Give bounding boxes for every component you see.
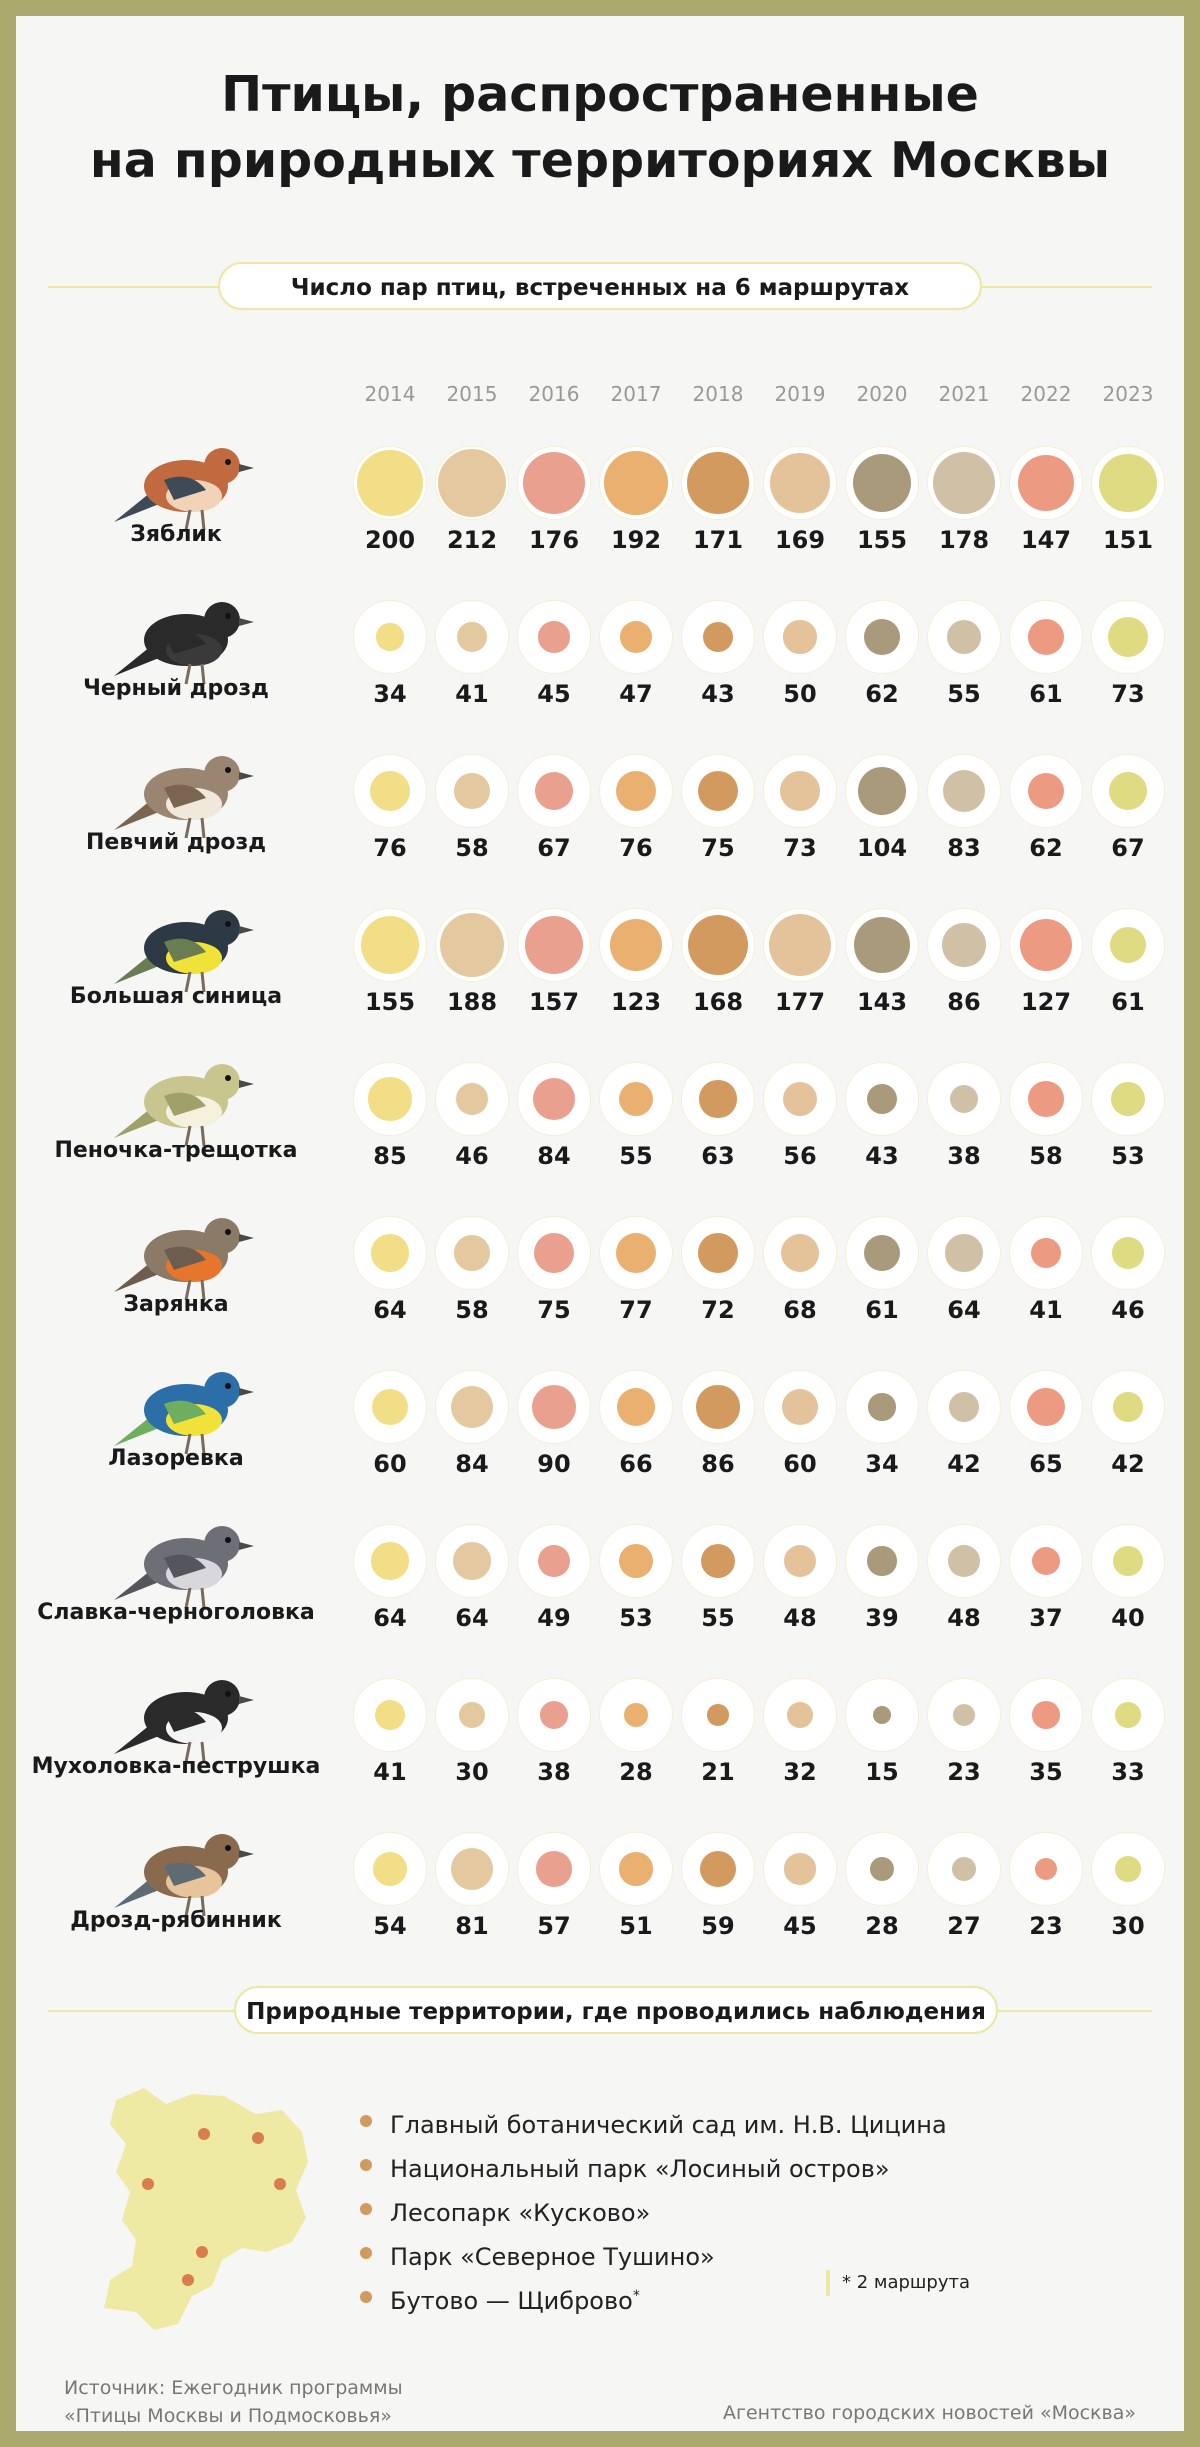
value-label: 45 <box>783 1912 817 1940</box>
value-label: 83 <box>947 834 981 862</box>
bubble-2016 <box>535 772 573 810</box>
value-label: 169 <box>774 526 826 554</box>
infographic-sheet <box>16 16 1184 2431</box>
bubble-2022 <box>1018 455 1075 512</box>
value-label: 37 <box>1029 1604 1063 1632</box>
value-label: 147 <box>1020 526 1072 554</box>
value-label: 55 <box>701 1604 735 1632</box>
value-label: 45 <box>537 680 571 708</box>
value-label: 34 <box>865 1450 899 1478</box>
value-label: 84 <box>537 1142 571 1170</box>
map-point-kuskovo <box>274 2178 286 2190</box>
bird-name: Дрозд-рябинник <box>70 1908 282 1933</box>
bubble-2021 <box>933 452 995 514</box>
value-label: 68 <box>783 1296 817 1324</box>
bubble-2017 <box>604 451 669 516</box>
value-label: 127 <box>1020 988 1072 1016</box>
value-label: 53 <box>619 1604 653 1632</box>
bubble-2023 <box>1113 1392 1143 1422</box>
bird-row <box>16 1216 1184 1370</box>
bubble-2014 <box>375 1700 405 1730</box>
value-label: 73 <box>783 834 817 862</box>
value-label: 85 <box>373 1142 407 1170</box>
value-label: 43 <box>865 1142 899 1170</box>
bubble-2015 <box>454 773 490 809</box>
value-label: 64 <box>947 1296 981 1324</box>
bubble-2021 <box>948 1545 980 1577</box>
bubble-2020 <box>858 767 906 815</box>
value-label: 123 <box>610 988 662 1016</box>
value-label: 200 <box>364 526 416 554</box>
bubble-2023 <box>1115 1856 1141 1882</box>
bubble-2023 <box>1112 1237 1144 1269</box>
value-label: 188 <box>446 988 498 1016</box>
value-label: 67 <box>537 834 571 862</box>
value-label: 177 <box>774 988 826 1016</box>
bird-row <box>16 1678 1184 1832</box>
value-label: 72 <box>701 1296 735 1324</box>
bubble-2016 <box>532 1385 576 1429</box>
bubble-2016 <box>525 916 584 975</box>
year-label-2023: 2023 <box>1102 382 1154 406</box>
bird-name: Черный дрозд <box>83 676 269 701</box>
value-label: 104 <box>856 834 908 862</box>
bird-name: Мухоловка-пеструшка <box>31 1754 321 1779</box>
value-label: 59 <box>701 1912 735 1940</box>
value-label: 192 <box>610 526 662 554</box>
territory-item: Лесопарк «Кусково» <box>356 2186 947 2230</box>
source-line-1: Источник: Ежегодник программы <box>64 2377 403 2399</box>
value-label: 176 <box>528 526 580 554</box>
bubble-2021 <box>949 1392 979 1422</box>
bird-row <box>16 1832 1184 1986</box>
value-label: 73 <box>1111 680 1145 708</box>
year-label-2022: 2022 <box>1020 382 1072 406</box>
value-label: 48 <box>947 1604 981 1632</box>
bubble-2016 <box>534 1233 574 1273</box>
bubble-2021 <box>945 1234 982 1271</box>
bird-chart <box>16 356 1184 1956</box>
bird-row <box>16 908 1184 1062</box>
value-label: 42 <box>947 1450 981 1478</box>
bird-name: Зяблик <box>130 522 222 547</box>
value-label: 64 <box>455 1604 489 1632</box>
bubble-2018 <box>707 1704 728 1725</box>
bubble-2015 <box>440 913 504 977</box>
bird-name: Лазоревка <box>108 1446 244 1471</box>
bubble-2017 <box>617 1388 655 1426</box>
year-label-2019: 2019 <box>774 382 826 406</box>
value-label: 67 <box>1111 834 1145 862</box>
value-label: 48 <box>783 1604 817 1632</box>
value-label: 27 <box>947 1912 981 1940</box>
bubble-2023 <box>1109 772 1147 810</box>
value-label: 62 <box>1029 834 1063 862</box>
bird-name: Славка-черноголовка <box>37 1600 315 1625</box>
value-label: 42 <box>1111 1450 1145 1478</box>
value-label: 212 <box>446 526 498 554</box>
value-label: 155 <box>856 526 908 554</box>
bird-row <box>16 1062 1184 1216</box>
value-label: 30 <box>1111 1912 1145 1940</box>
bubble-2018 <box>698 771 738 811</box>
bubble-2018 <box>687 452 748 513</box>
value-label: 64 <box>373 1604 407 1632</box>
map-point-severnoe-tushino <box>142 2178 154 2190</box>
bubble-2019 <box>784 1853 815 1884</box>
value-label: 75 <box>701 834 735 862</box>
value-label: 53 <box>1111 1142 1145 1170</box>
map-point-butovo-1 <box>196 2246 208 2258</box>
value-label: 81 <box>455 1912 489 1940</box>
value-label: 60 <box>783 1450 817 1478</box>
value-label: 171 <box>692 526 744 554</box>
bubble-2014 <box>376 623 403 650</box>
bubble-2023 <box>1099 454 1156 511</box>
value-label: 77 <box>619 1296 653 1324</box>
value-label: 46 <box>1111 1296 1145 1324</box>
bubble-2019 <box>780 771 820 811</box>
bubble-2023 <box>1108 617 1148 657</box>
bubble-2022 <box>1032 1701 1060 1729</box>
bubble-2019 <box>783 620 816 653</box>
value-label: 55 <box>619 1142 653 1170</box>
source-line-2: «Птицы Москвы и Подмосковья» <box>64 2405 392 2427</box>
bubble-2016 <box>538 621 569 652</box>
bubble-2014 <box>372 1389 408 1425</box>
value-label: 90 <box>537 1450 571 1478</box>
value-label: 28 <box>865 1912 899 1940</box>
bubble-2016 <box>523 452 585 514</box>
bubble-2016 <box>536 1851 571 1886</box>
year-label-2021: 2021 <box>938 382 990 406</box>
bird-row <box>16 600 1184 754</box>
territory-item: Парк «Северное Тушино» <box>356 2230 947 2274</box>
bubble-2018 <box>696 1385 739 1428</box>
bubble-2014 <box>357 450 423 516</box>
value-label: 28 <box>619 1758 653 1786</box>
value-label: 15 <box>865 1758 899 1786</box>
value-label: 38 <box>537 1758 571 1786</box>
bubble-2021 <box>942 923 985 966</box>
value-label: 157 <box>528 988 580 1016</box>
value-label: 40 <box>1111 1604 1145 1632</box>
value-label: 58 <box>1029 1142 1063 1170</box>
value-label: 51 <box>619 1912 653 1940</box>
bubble-2022 <box>1028 1081 1064 1117</box>
value-label: 30 <box>455 1758 489 1786</box>
value-label: 63 <box>701 1142 735 1170</box>
bubble-2015 <box>451 1848 493 1890</box>
value-label: 38 <box>947 1142 981 1170</box>
bubble-2017 <box>619 1544 653 1578</box>
bird-row <box>16 754 1184 908</box>
year-label-2017: 2017 <box>610 382 662 406</box>
value-label: 84 <box>455 1450 489 1478</box>
value-label: 34 <box>373 680 407 708</box>
value-label: 168 <box>692 988 744 1016</box>
bird-row <box>16 1370 1184 1524</box>
territory-item: Бутово — Щиброво* <box>356 2274 947 2318</box>
bubble-2020 <box>854 917 910 973</box>
value-label: 43 <box>701 680 735 708</box>
value-label: 61 <box>1029 680 1063 708</box>
value-label: 76 <box>373 834 407 862</box>
bubble-2018 <box>699 1080 736 1117</box>
bird-name: Зарянка <box>123 1292 229 1317</box>
value-label: 65 <box>1029 1450 1063 1478</box>
value-label: 178 <box>938 526 990 554</box>
value-label: 47 <box>619 680 653 708</box>
bubble-2019 <box>769 914 831 976</box>
value-label: 58 <box>455 1296 489 1324</box>
value-label: 46 <box>455 1142 489 1170</box>
bubble-2014 <box>371 1234 408 1271</box>
bubble-2015 <box>438 449 506 517</box>
footnote: * 2 маршрута <box>826 2270 970 2296</box>
value-label: 66 <box>619 1450 653 1478</box>
value-label: 55 <box>947 680 981 708</box>
value-label: 41 <box>373 1758 407 1786</box>
value-label: 35 <box>1029 1758 1063 1786</box>
bubble-2014 <box>361 916 419 974</box>
bubble-2018 <box>700 1851 736 1887</box>
bubble-2015 <box>459 1702 485 1728</box>
bubble-2015 <box>456 1083 488 1115</box>
value-label: 21 <box>701 1758 735 1786</box>
value-label: 50 <box>783 680 817 708</box>
bird-name: Большая синица <box>69 984 283 1009</box>
title-line-2: на природных территориях Москвы <box>89 132 1111 189</box>
value-label: 61 <box>865 1296 899 1324</box>
bubble-2020 <box>868 1393 895 1420</box>
value-label: 76 <box>619 834 653 862</box>
bubble-2020 <box>853 454 911 512</box>
value-label: 49 <box>537 1604 571 1632</box>
value-label: 86 <box>701 1450 735 1478</box>
value-label: 41 <box>455 680 489 708</box>
territory-item: Главный ботанический сад им. Н.В. Цицина <box>356 2098 947 2142</box>
value-label: 143 <box>856 988 908 1016</box>
value-label: 32 <box>783 1758 817 1786</box>
value-label: 33 <box>1111 1758 1145 1786</box>
bubble-2014 <box>371 1542 408 1579</box>
bubble-2014 <box>373 1852 407 1886</box>
bird-row <box>16 446 1184 600</box>
bird-row <box>16 1524 1184 1678</box>
bubble-2019 <box>784 1545 816 1577</box>
value-label: 54 <box>373 1912 407 1940</box>
bubble-2015 <box>453 1542 490 1579</box>
bubble-2018 <box>688 915 749 976</box>
bubble-2019 <box>782 1389 818 1425</box>
value-label: 23 <box>947 1758 981 1786</box>
value-label: 151 <box>1102 526 1154 554</box>
value-label: 41 <box>1029 1296 1063 1324</box>
value-label: 62 <box>865 680 899 708</box>
year-label-2014: 2014 <box>364 382 416 406</box>
bubble-2022 <box>1027 1388 1065 1426</box>
bubble-2017 <box>610 919 662 971</box>
bubble-2017 <box>620 621 652 653</box>
bubble-2021 <box>952 1857 976 1881</box>
value-label: 23 <box>1029 1912 1063 1940</box>
bubble-2020 <box>867 1546 896 1575</box>
moscow-map-icon <box>96 2080 336 2334</box>
value-label: 60 <box>373 1450 407 1478</box>
value-label: 75 <box>537 1296 571 1324</box>
value-label: 61 <box>1111 988 1145 1016</box>
value-label: 86 <box>947 988 981 1016</box>
value-label: 57 <box>537 1912 571 1940</box>
chart-section-heading: Число пар птиц, встреченных на 6 маршрутах <box>218 262 982 310</box>
bubble-2018 <box>698 1233 738 1273</box>
page-title <box>16 62 1184 194</box>
map-point-botanical-garden <box>198 2128 210 2140</box>
value-label: 58 <box>455 834 489 862</box>
value-label: 155 <box>364 988 416 1016</box>
bubble-2020 <box>873 1706 891 1724</box>
bubble-2014 <box>368 1077 411 1120</box>
source-credit <box>64 2374 403 2430</box>
value-label: 64 <box>373 1296 407 1324</box>
bubble-2022 <box>1031 1238 1061 1268</box>
bubble-2015 <box>454 1235 490 1271</box>
map-section-heading: Природные территории, где проводились наблюдения <box>234 1986 998 2034</box>
year-label-2016: 2016 <box>528 382 580 406</box>
territory-item: Национальный парк «Лосиный остров» <box>356 2142 947 2186</box>
bubble-2023 <box>1113 1546 1143 1576</box>
map-point-butovo-2 <box>182 2274 194 2286</box>
title-line-1: Птицы, распространенные <box>221 66 979 123</box>
bird-name: Певчий дрозд <box>85 830 267 855</box>
map-point-losiny-ostrov <box>252 2132 264 2144</box>
year-label-2018: 2018 <box>692 382 744 406</box>
bubble-2017 <box>619 1852 652 1885</box>
bubble-2023 <box>1111 1082 1145 1116</box>
value-label: 56 <box>783 1142 817 1170</box>
agency-credit: Агентство городских новостей «Москва» <box>722 2402 1136 2424</box>
bird-name: Пеночка-трещотка <box>54 1138 298 1163</box>
bubble-2015 <box>457 622 487 652</box>
year-label-2015: 2015 <box>446 382 498 406</box>
year-label-2020: 2020 <box>856 382 908 406</box>
value-label: 39 <box>865 1604 899 1632</box>
